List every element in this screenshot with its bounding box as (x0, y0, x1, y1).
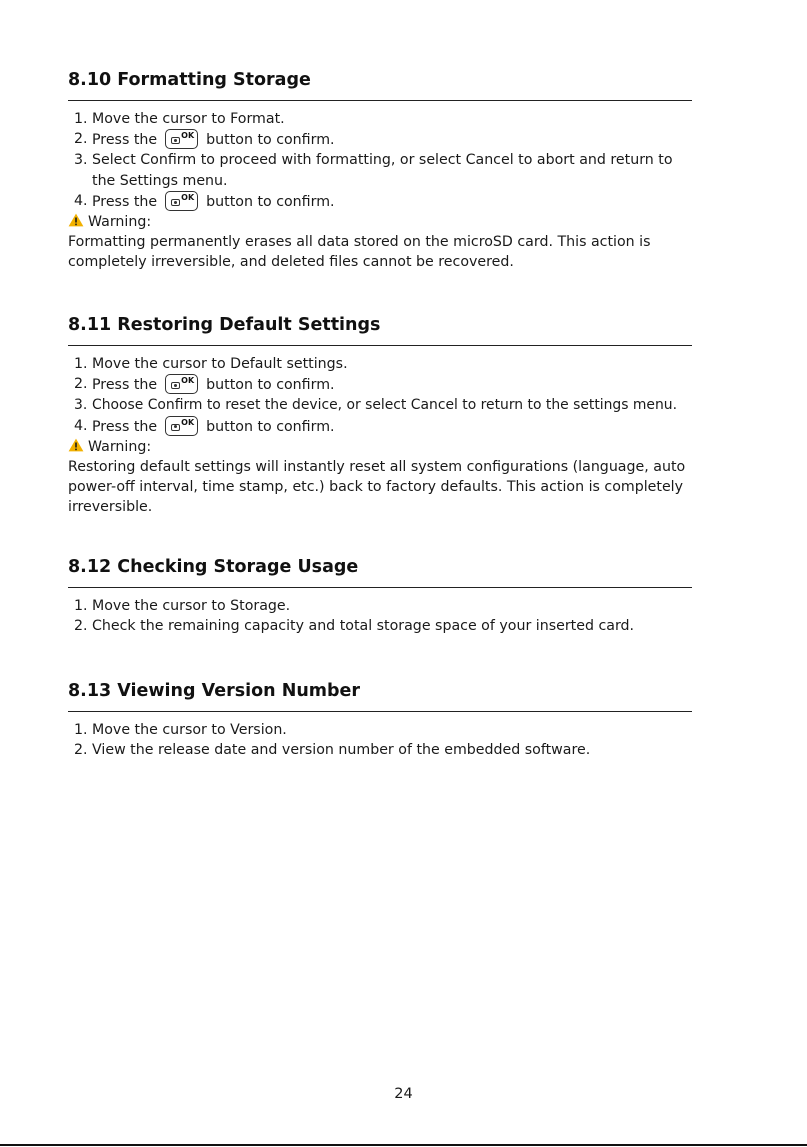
step-list (68, 596, 692, 636)
list-item: 4. Press the OK button to confirm. (74, 192, 335, 210)
camera-ok-button-icon: OK (165, 191, 198, 211)
camera-ok-button-icon: OK (165, 129, 198, 149)
section-formatting-storage (68, 68, 692, 273)
warning-text: Restoring default settings will instantly reset all system configurations (language, auto power-off interval, time stamp, etc.) back to factory defaults. This action is completely irreversible. (68, 459, 686, 516)
list-item: 1. Move the cursor to Default settings. (74, 356, 348, 372)
camera-ok-button-icon: OK (165, 416, 198, 436)
page-number: 24 (394, 1086, 413, 1102)
section-checking-storage-usage (68, 555, 692, 636)
section-heading: 8.12 Checking Storage Usage (68, 555, 692, 588)
warning-triangle-icon (68, 438, 84, 452)
list-item: 3. Choose Confirm to reset the device, or select Cancel to return to the settings menu. (74, 397, 677, 414)
list-item: 2. Press the OK button to confirm. (74, 376, 335, 394)
section-viewing-version-number (68, 679, 692, 760)
list-item: 4. Press the OK button to confirm. (74, 417, 335, 435)
section-heading: 8.10 Formatting Storage (68, 68, 692, 101)
warning-triangle-icon (68, 213, 84, 227)
list-item: 1. Move the cursor to Storage. (74, 598, 291, 614)
warning-text: Formatting permanently erases all data stored on the microSD card. This action is completely irreversible, and deleted files cannot be recovered. (68, 234, 651, 271)
camera-icon (171, 137, 180, 144)
camera-icon (171, 424, 180, 431)
list-item: 1. Move the cursor to Version. (74, 722, 287, 738)
section-restoring-default-settings (68, 313, 692, 518)
list-item: 2. View the release date and version number of the embedded software. (74, 742, 591, 759)
bottom-divider (0, 1144, 807, 1146)
step-list (68, 354, 692, 437)
list-item: 2. Check the remaining capacity and total storage space of your inserted card. (74, 618, 635, 635)
step-list (68, 720, 692, 760)
step-list (68, 109, 692, 212)
list-item: 1. Move the cursor to Format. (74, 111, 285, 127)
warning-heading: Warning: (68, 212, 692, 232)
camera-icon (171, 382, 180, 389)
camera-ok-button-icon: OK (165, 374, 198, 394)
section-heading: 8.11 Restoring Default Settings (68, 313, 692, 346)
list-item: 2. Press the OK button to confirm. (74, 131, 335, 149)
list-item: 3. Select Confirm to proceed with formatting, or select Cancel to abort and return to the Settings menu. (74, 152, 673, 189)
section-heading: 8.13 Viewing Version Number (68, 679, 692, 712)
camera-icon (171, 199, 180, 206)
warning-heading: Warning: (68, 437, 692, 457)
